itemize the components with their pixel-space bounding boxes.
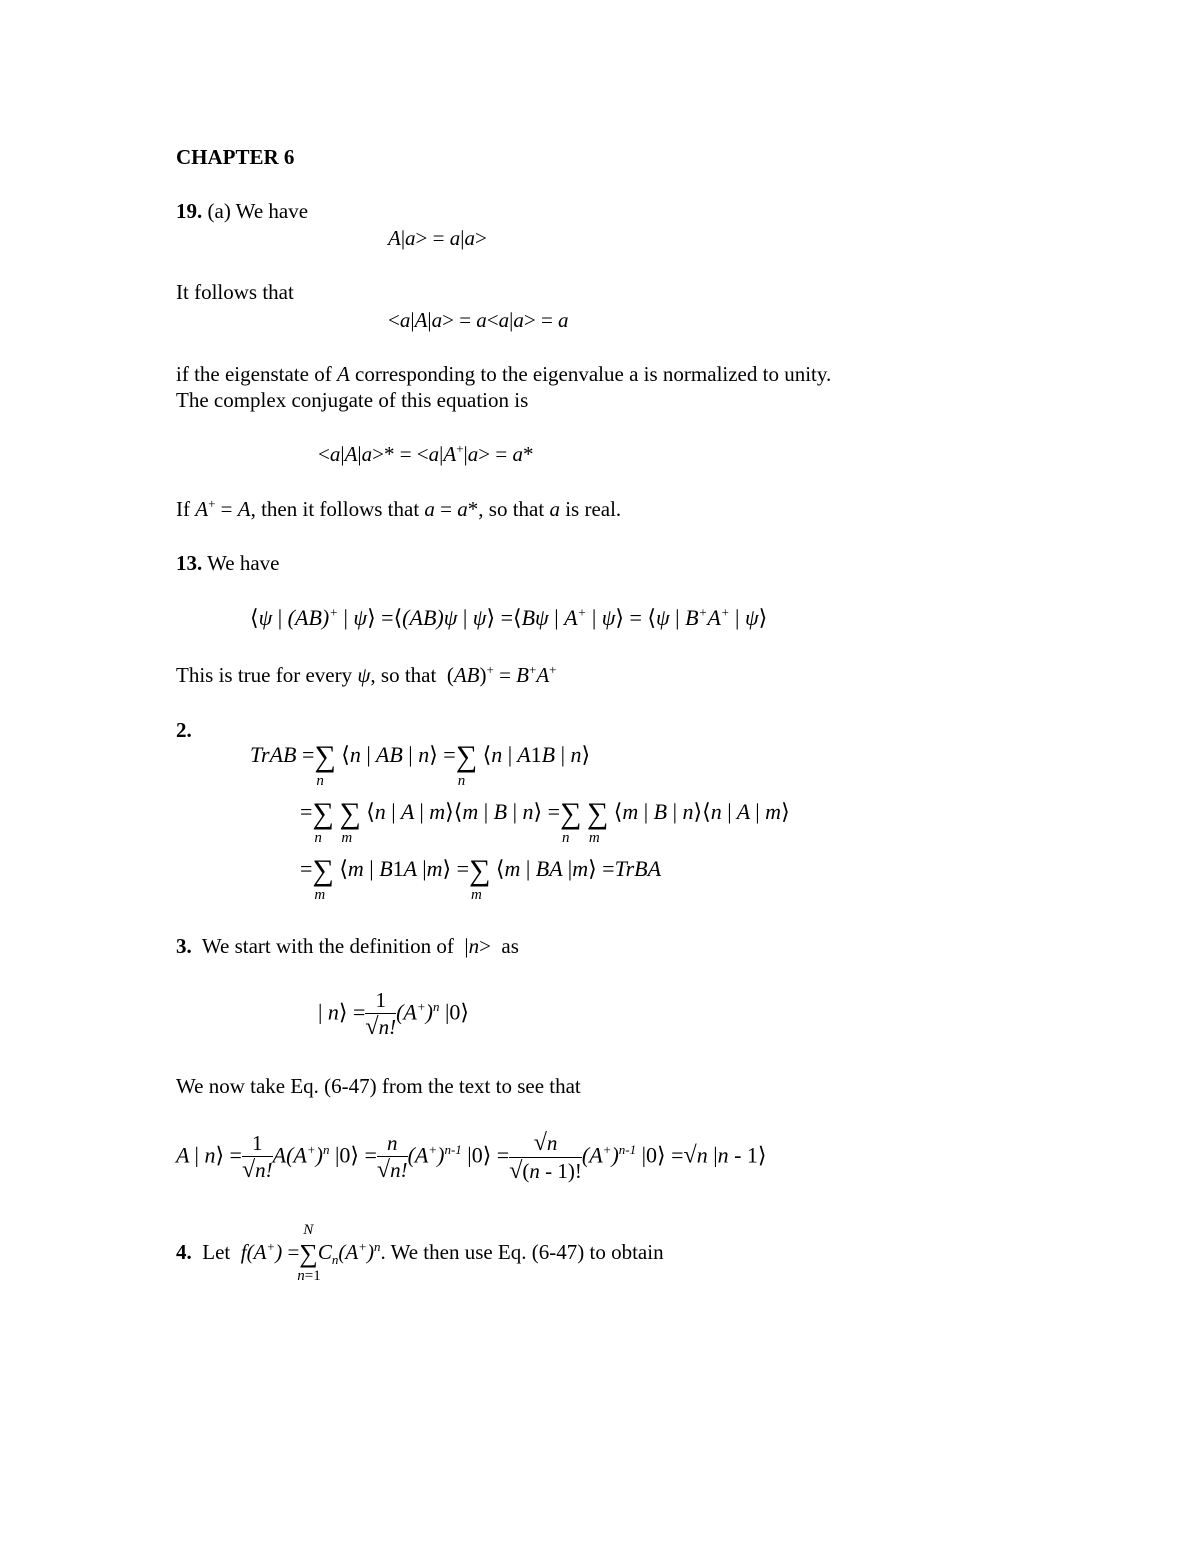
- chapter-title: CHAPTER 6: [176, 145, 295, 169]
- hermitian-conclusion: If A+ = A, then it follows that a = a*, so that a is real.: [176, 496, 622, 521]
- equation-lowering-chain: A | n⟩ = $\frac{1}{√n!}$ $A(A^+)^n$ |0⟩ = $\frac{n}{√n!}$ $(A^+)^{n-1}$ |0⟩ = $\frac{√n}{√(n - 1)!}$ $(A^+)^{n-1}$ |0⟩ =√n |n - 1⟩: [176, 1130, 767, 1184]
- problem-text: (a) We have: [207, 199, 309, 223]
- equation-expectation: <a|A|a> = a<a|a> = a: [388, 308, 569, 332]
- problem-19-intro: [176, 199, 308, 224]
- summation-symbol: ∑ n: [455, 740, 478, 789]
- sqrt-symbol: √: [365, 1014, 379, 1040]
- summation-symbol: ∑ n: [560, 797, 582, 846]
- equation-adjoint-product: ⟨ψ | (AB)+ | ψ⟩ =⟨(AB)ψ | ψ⟩ =⟨Bψ | A+ | ψ⟩ = ⟨ψ | B+A+ | ψ⟩: [250, 604, 768, 630]
- eq-647-text: We now take Eq. (6-47) from the text to see that: [176, 1074, 581, 1098]
- fraction: $\frac{√n}{√(n - 1)!}$: [509, 1130, 582, 1184]
- problem-number: 2.: [176, 718, 192, 742]
- problem-number: 4.: [176, 1240, 192, 1264]
- summation-symbol: ∑ m: [469, 854, 491, 903]
- problem-13-intro: [176, 551, 279, 576]
- summation-symbol: ∑ m: [586, 797, 609, 846]
- problem-4-line: 4. Let f(A+) =∑ N n=1 $C_n(A^+)^n$. We then use Eq. (6-47) to obtain: [176, 1222, 664, 1285]
- sqrt-symbol: √: [241, 1157, 256, 1183]
- tail-text: . We then use Eq. (6-47) to obtain: [380, 1240, 664, 1264]
- fraction: $\frac{n}{√n!}$: [376, 1131, 408, 1183]
- equation-trace-line-2: =∑ n ∑ m ⟨n | A | m⟩⟨m | B | n⟩ =∑ n ∑ m ⟨m | B | n⟩⟨n | A | m⟩: [300, 797, 790, 846]
- summation-symbol: ∑ N n=1: [297, 1222, 321, 1285]
- sqrt-symbol: √: [509, 1158, 523, 1184]
- equation-eigenvalue: A|a> = a|a>: [388, 226, 487, 250]
- sqrt-symbol: √: [376, 1157, 391, 1183]
- summation-symbol: ∑ m: [339, 797, 361, 846]
- equation-trace-line-3: =∑ m ⟨m | B1A |m⟩ =∑ m ⟨m | BA |m⟩ =TrBA: [300, 854, 662, 903]
- normalization-text: if the eigenstate of A corresponding to the eigenvalue a is normalized to unity.: [176, 362, 832, 386]
- sqrt-symbol: √: [533, 1130, 547, 1156]
- fraction: $\frac{1}{√n!}$: [241, 1131, 273, 1183]
- summation-symbol: ∑ n: [314, 740, 336, 789]
- problem-number: 3.: [176, 934, 192, 958]
- problem-text: We have: [207, 551, 280, 575]
- let-text: Let: [202, 1240, 231, 1264]
- conjugate-text: The complex conjugate of this equation is: [176, 388, 529, 412]
- summation-symbol: ∑ m: [312, 854, 334, 903]
- problem-number: 13.: [176, 551, 203, 575]
- problem-number: 19.: [176, 199, 203, 223]
- summation-symbol: ∑ n: [312, 797, 334, 846]
- adjoint-conclusion: This is true for every ψ, so that (AB)+ = B+A+: [176, 662, 557, 687]
- equation-number-state: | n⟩ = $\frac{1}{√n!}$ $(A^+)^n$ |0⟩: [318, 988, 469, 1040]
- fraction: $\frac{1}{√n!}$: [365, 988, 397, 1040]
- follows-text: It follows that: [176, 280, 294, 304]
- equation-trace-line-1: TrAB =∑ n ⟨n | AB | n⟩ =∑ n ⟨n | A1B | n⟩: [250, 740, 591, 789]
- problem-3-intro: 3. We start with the definition of |n> as: [176, 934, 519, 958]
- equation-conjugate: <a|A|a>* = <a|A+|a> = a*: [318, 441, 534, 466]
- sqrt-symbol: √: [683, 1142, 697, 1169]
